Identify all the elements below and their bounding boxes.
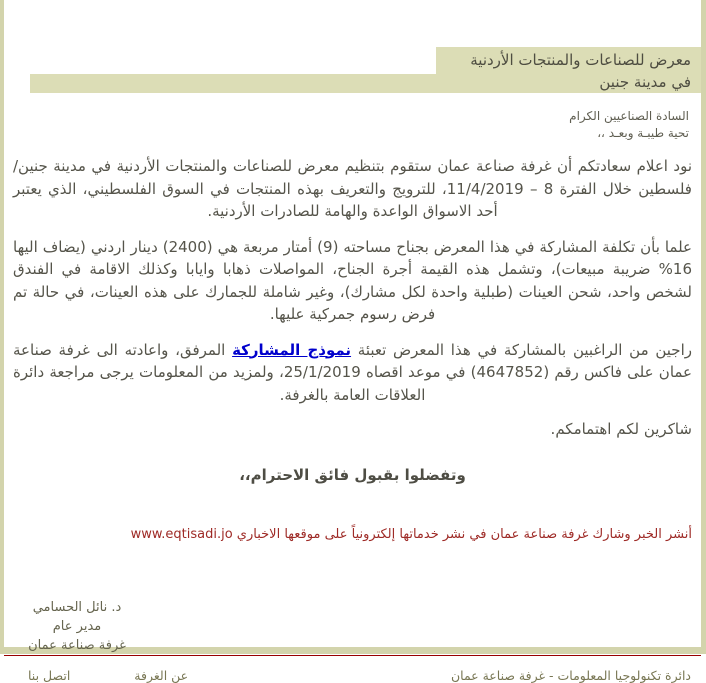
footer-bar bbox=[4, 668, 701, 683]
greeting-salutation: تحية طيبـة وبعـد ،، bbox=[597, 126, 689, 140]
footer-divider bbox=[4, 655, 701, 656]
promo-line bbox=[13, 527, 692, 542]
registration-text-before: راجين من الراغبين بالمشاركة في هذا المعرض تعبئة bbox=[351, 340, 692, 359]
promo-text: أنشر الخبر وشارك غرفة صناعة عمان في نشر خدماتها إلكترونياً على موقعها الاخباري bbox=[232, 527, 692, 542]
greeting-addressees: السادة الصناعيين الكرام bbox=[569, 109, 689, 123]
signature-block bbox=[12, 598, 142, 655]
news-site-link[interactable]: www.eqtisadi.jo bbox=[130, 527, 233, 542]
participation-form-link[interactable]: نموذج المشاركة bbox=[232, 340, 352, 359]
title-line-2: في مدينة جنين bbox=[30, 74, 701, 93]
title-line-1: معرض للصناعات والمنتجات الأردنية bbox=[436, 47, 701, 74]
signatory-org: غرفة صناعة عمان bbox=[28, 638, 126, 653]
footer-dept-label: دائرة تكنولوجيا المعلومات - غرفة صناعة عمان bbox=[450, 668, 691, 683]
thanks-line: شاكرين لكم اهتمامكم. bbox=[550, 420, 692, 438]
paragraph-registration bbox=[13, 339, 692, 407]
paragraph-participation-cost: علما بأن تكلفة المشاركة في هذا المعرض بجناح مساحته (9) أمتار مربعة هي (2400) دينار اردني (يضاف اليها 16% ضريبة مبيعات)، وتشمل هذه القيمة أجرة الجناح، المواصلات ذهابا وايابا وكذلك الاقامة في الفندق لشخص واحد، شحن العينات (طبلية واحدة لكل مشارك)، وغير شاملة للجمارك على هذه العينات، في حالة تم فرض رسوم جمركية عليها. bbox=[13, 237, 693, 323]
registration-text-after: المرفق، واعادته الى غرفة صناعة عمان على فاكس رقم (4647852) في موعد اقصاه 25/1/2019، ولمزيد من المعلومات يرجى مراجعة دائرة العلاقات العامة بالغرفة. bbox=[13, 340, 693, 404]
letter-title bbox=[4, 47, 701, 93]
contact-us-link[interactable]: اتصل بنا bbox=[28, 668, 71, 683]
signatory-name: د. نائل الحسامي bbox=[32, 600, 122, 615]
closing-salutation: وتفضلوا بقبول فائق الاحترام،، bbox=[239, 466, 466, 484]
signatory-title: مدير عام bbox=[52, 619, 102, 634]
letter-document bbox=[4, 0, 701, 683]
paragraph-exhibition-announcement: نود اعلام سعادتكم أن غرفة صناعة عمان ستقوم بتنظيم معرض للصناعات والمنتجات الأردنية في مدينة جنين/ فلسطين خلال الفترة 8 – 11/4/2019، للترويج والتعريف بهذه المنتجات في السوق الفلسطيني، الذي يعتبر أحد الاسواق الواعدة والهامة للصادرات الأردنية. bbox=[13, 157, 692, 220]
title-line-1-row bbox=[4, 47, 701, 74]
greeting-block bbox=[4, 108, 689, 142]
about-chamber-link[interactable]: عن الغرفة bbox=[134, 668, 189, 683]
